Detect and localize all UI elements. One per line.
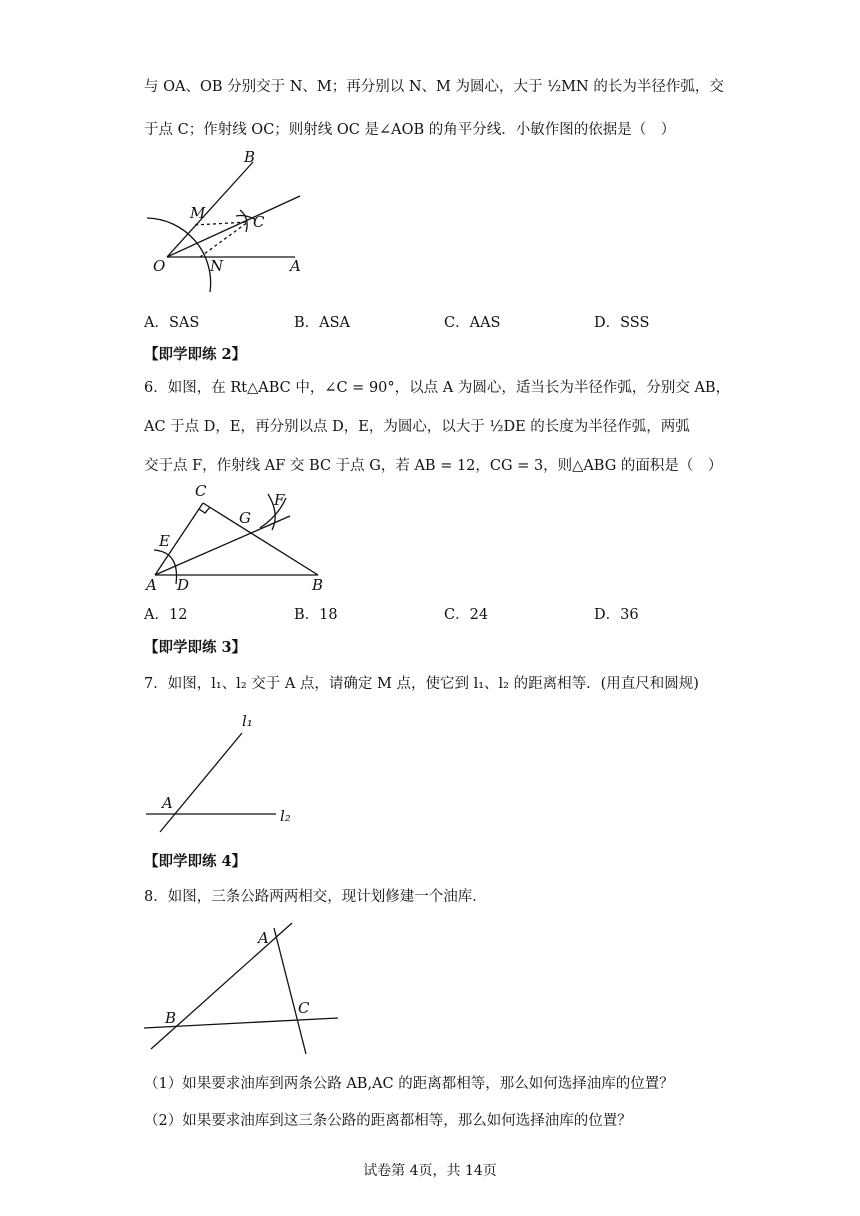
- q5-option-b: B．ASA: [294, 315, 351, 331]
- q5-label-C: C: [253, 213, 265, 231]
- q8-figure: [140, 918, 350, 1058]
- q6-option-b: B．18: [294, 607, 338, 623]
- q5-label-M: M: [190, 204, 206, 222]
- q7-line-l1: [160, 733, 242, 832]
- q5-option-a: A．SAS: [144, 315, 200, 331]
- q5-option-d: D．SSS: [594, 315, 650, 331]
- q5-dash-NC: [200, 222, 248, 257]
- q5-text-line2: 于点 C；作射线 OC；则射线 OC 是∠AOB 的角平分线．小敏作图的依据是（ ）: [144, 122, 676, 138]
- q5-figure: [140, 150, 320, 300]
- q6-label-G: G: [239, 509, 251, 527]
- q6-option-a: A．12: [144, 607, 188, 623]
- q5-label-O: O: [153, 257, 166, 275]
- q7-label-l1: l₁: [242, 712, 253, 730]
- q5-ray-OB: [167, 162, 253, 257]
- q8-label-C: C: [298, 999, 310, 1017]
- q6-text-line2: AC 于点 D，E，再分别以点 D，E，为圆心，以大于 ½DE 的长度为半径作弧，两弧: [144, 419, 690, 435]
- q6-text-line3: 交于点 F，作射线 AF 交 BC 于点 G，若 AB = 12，CG = 3，则△ABG 的面积是（ ）: [144, 458, 723, 474]
- q5-label-A: A: [290, 257, 301, 275]
- q6-label-D: D: [177, 576, 190, 594]
- q6-side-CB: [203, 503, 318, 575]
- q6-label-B: B: [312, 576, 324, 594]
- q8-sub-question-2: （2）如果要求油库到这三条公路的距离都相等，那么如何选择油库的位置？: [144, 1113, 632, 1129]
- q6-label-C: C: [195, 482, 207, 500]
- q6-text-line1: 6．如图，在 Rt△ABC 中，∠C = 90°，以点 A 为圆心，适当长为半径作弧，分别交 AB，: [144, 380, 731, 396]
- q7-label-l2: l₂: [280, 807, 291, 825]
- q8-text-line1: 8．如图，三条公路两两相交，现计划修建一个油库．: [144, 889, 487, 905]
- q6-figure: [140, 478, 340, 598]
- q6-option-c: C．24: [444, 607, 489, 623]
- q8-road-AC: [274, 928, 306, 1054]
- q5-arc-center-O: [147, 218, 211, 292]
- q5-option-c: C．AAS: [444, 315, 501, 331]
- q7-figure: [140, 708, 310, 838]
- q6-right-angle-mark: [199, 507, 210, 513]
- q8-label-A: A: [258, 929, 269, 947]
- q7-label-A: A: [162, 794, 173, 812]
- q6-label-E: E: [159, 532, 170, 550]
- q8-label-B: B: [165, 1009, 177, 1027]
- q6-label-F: F: [274, 491, 285, 509]
- q8-road-AB: [151, 923, 292, 1049]
- section-heading-2: 【即学即练 2】: [144, 346, 247, 363]
- q5-label-N: N: [210, 257, 224, 275]
- q5-label-B: B: [244, 148, 256, 166]
- q6-label-A: A: [146, 576, 157, 594]
- q8-sub-question-1: （1）如果要求油库到两条公路 AB,AC 的距离都相等，那么如何选择油库的位置？: [144, 1076, 674, 1092]
- page-footer: 试卷第 4页，共 14页: [363, 1163, 497, 1179]
- q5-ray-OC: [167, 196, 300, 257]
- section-heading-4: 【即学即练 4】: [144, 853, 247, 870]
- q6-option-d: D．36: [594, 607, 639, 623]
- q5-text-line1: 与 OA、OB 分别交于 N、M；再分别以 N、M 为圆心，大于 ½MN 的长为半径作弧，交: [144, 79, 724, 95]
- section-heading-3: 【即学即练 3】: [144, 639, 247, 656]
- q7-text-line1: 7．如图，l₁、l₂ 交于 A 点，请确定 M 点，使它到 l₁、l₂ 的距离相等．(用直尺和圆规): [144, 676, 699, 692]
